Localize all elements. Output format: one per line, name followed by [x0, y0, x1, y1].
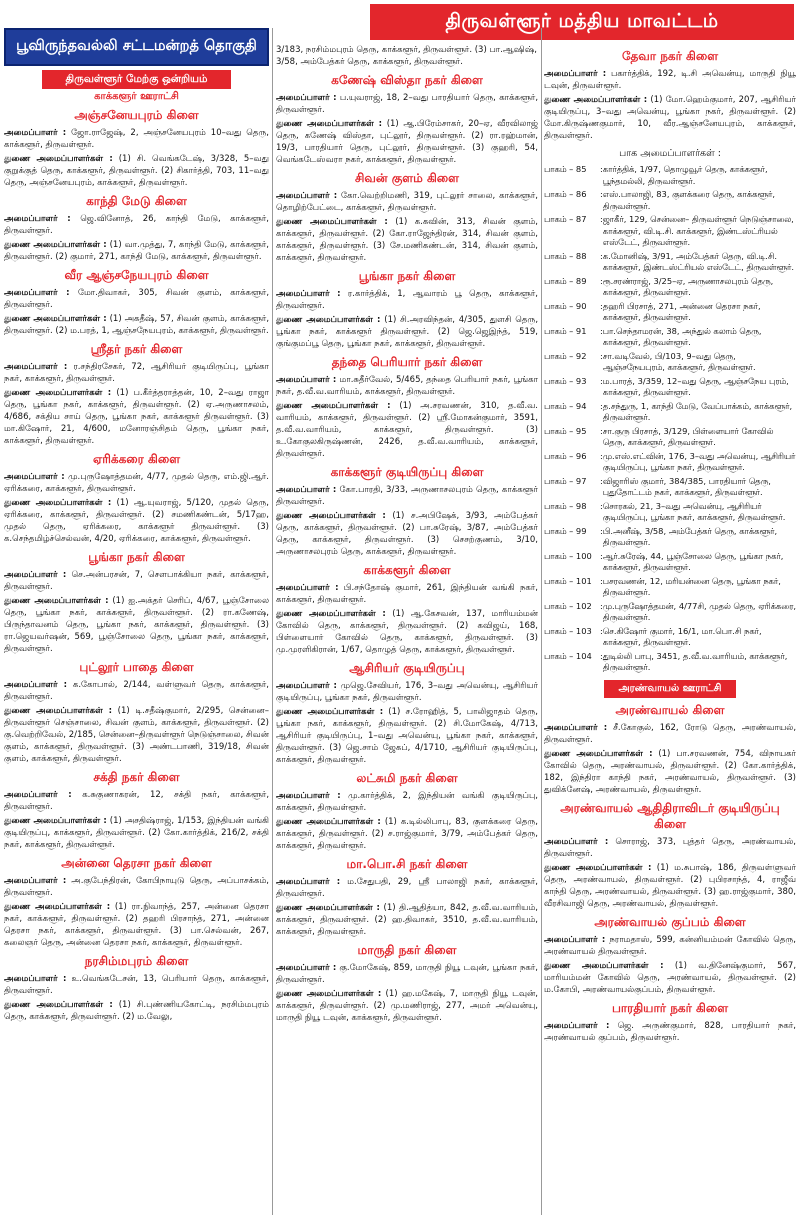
ward-organiser: சா.குரு பிரசாத், 3/129, பிள்ளையார் கோவில் தெரு, காக்களூர், திருவள்ளூர். — [602, 425, 774, 447]
deputy-organisers-line — [4, 815, 269, 851]
ward-number: பாகம் – 94 — [544, 400, 587, 411]
deputy-organisers-label: துணை அமைப்பாளர்கள் : — [276, 217, 388, 227]
organiser-line — [276, 190, 538, 214]
deputy-organisers-value: (1) ரா.நிவாந்த், 257, அன்னை தெரசா நகர், காக்களூர், திருவள்ளூர். (2) தஹரி பிரசாந்த், 271, அன்னை தெரசா நகர், காக்களூர், திருவள்ளூர். (3) பா.செல்வன், 267, கலைஞர் தெரு, அன்னை தெரசா நகர், காக்களூர், திருவள்ளூர். — [4, 902, 269, 948]
deputy-organisers-label: துணை அமைப்பாளர்கள் : — [544, 95, 648, 105]
organiser-line — [4, 679, 269, 703]
ward-number: பாகம் – 101 — [544, 575, 592, 586]
branch-title: கணேஷ் விஸ்தா நகர் கிளை — [331, 73, 483, 87]
branch-section — [4, 108, 269, 189]
ward-organiser: த.சந்துரு, 1, காந்தி மேடு, வேப்பாக்கம், காக்களூர், திருவள்ளூர். — [602, 400, 793, 422]
deputy-organisers-label: துணை அமைப்பாளர்கள் : — [276, 817, 381, 827]
organiser-line — [4, 361, 269, 385]
column-1 — [4, 28, 269, 1215]
branch-section — [276, 269, 538, 350]
deputy-organisers-line — [544, 748, 796, 796]
ward-number: பாகம் – 93 — [544, 375, 587, 386]
deputy-organisers-line — [4, 497, 269, 545]
branch-section — [544, 1001, 796, 1044]
branch-title: தேவா நகர் கிளை — [621, 49, 719, 63]
deputy-organisers-line — [4, 153, 269, 189]
organiser-value: ம.சேதுபதி, 29, ஸ்ரீ பாலாஜி நகர், காக்களூர், திருவள்ளூர். — [276, 877, 538, 899]
deputy-organisers-line — [276, 816, 538, 852]
organiser-label: அமைப்பாளர் : — [4, 362, 68, 372]
organiser-line — [4, 973, 269, 997]
deputy-organisers-value: (1) ஹ.மகேஷ், 7, மாருதி நியூ டவுன், காக்களூர், திருவள்ளூர். (2) மு.மணிராஜ், 277, அமர் அவென்யு, மாருதி நியூ டவுன், காக்களூர், திருவள்ளூர். — [276, 989, 538, 1023]
organiser-value: அ.குபேந்திரன், கோபிநாயுடு தெரு, அப்பாசக்கம், திருவள்ளூர். — [4, 876, 269, 898]
deputy-organisers-line — [276, 706, 538, 766]
ward-row — [544, 601, 796, 624]
ward-organiser: க.மோனிஷ், 3/91, அம்பேத்கர் தெரு, வி.டி.சி. காக்களூர், இண்டஸ்ட்ரியல் எஸ்டேட், திருவள்ளூர். — [602, 250, 795, 272]
ward-separator: : — [600, 400, 603, 411]
column-divider — [272, 28, 273, 1215]
ward-organiser: மு.புருஷோத்தமன், 4/77சி, முதல் தெரு, ஏரிக்கரை, திருவள்ளூர். — [602, 600, 796, 622]
deputy-organisers-value: (1) சி. வெங்கடேஷ், 3/328, 5–வது குறுக்குத் தெரு, காக்களூர், திருவள்ளூர். (2) சிகார்த்தி, 703, 11–வது தெரு, அஞ்சனேயபுரம், காக்களூர், திருவள்ளூர். — [4, 154, 269, 188]
ward-number: பாகம் – 99 — [544, 525, 587, 536]
ward-organiser: எஸ்.பாலாஜி, 83, குளக்கரை தெரு, காக்களூர், திருவள்ளூர். — [602, 189, 776, 211]
ward-number: பாகம் – 86 — [544, 189, 587, 199]
deputy-organisers-value: (1) தி.ஆதித்யா, 842, த.வீ.வ.வாரியம், காக்களூர், திருவள்ளூர். (2) ஹ.திவாகர், 3510, த.வீ.வ.வாரியம், காக்களூர், திருவள்ளூர். — [276, 903, 538, 937]
deputy-organisers-value: (1) ம.சுபாஷ், 186, திருவள்ளுவர் தெரு, அரண்வாயல், திருவள்ளூர். (2) புபிரசாந்த், 4, ராஜீவ் காந்தி தெரு, அரண்வாயல், திருவள்ளூர். (3) ஹ.ராஜ்குமார், 380, வீரசிவாஜி தெரு, அரண்வாயல், திருவள்ளூர். — [544, 862, 796, 909]
deputy-organisers-line — [4, 239, 269, 263]
branch-section — [276, 943, 538, 1024]
deputy-organisers-value: (1) வா.முத்து, 7, காந்தி மேடு, காக்களூர், திருவள்ளூர். (2) குமார், 271, காந்தி மேடு, காக்களூர், திருவள்ளூர். — [4, 240, 269, 262]
organiser-value: பகார்த்திக், 192, டி.சி அவென்யு, மாருதி நியூ டவுன், திருவள்ளூர். — [544, 69, 796, 91]
organiser-label: அமைப்பாளர் : — [544, 722, 608, 733]
organiser-label: அமைப்பாளர் : — [276, 963, 337, 973]
organiser-value: மு.கார்த்திக், 2, இந்தியன் வங்கி குடியிருப்பு, காக்களூர், திருவள்ளூர். — [276, 791, 538, 813]
organiser-label: அமைப்பாளர் : — [4, 128, 67, 138]
deputy-organisers-label: துணை அமைப்பாளர்கள் : — [276, 989, 382, 999]
deputy-organisers-line — [276, 216, 538, 264]
deputy-organisers-value: (1) ச.ரோஹித், 5, பாலிஜாதம் தெரு, பூங்கா நகர், காக்களூர், திருவள்ளூர். (2) சி.மோகேஷ், 4/713, ஆசிரியர் குடியிருப்பு, 1–வது அவென்யு, பூங்கா நகர், காக்களூர், திருவள்ளூர். (3) ஜெ.சாம் ஜேகப், 4/1710, ஆசிரியர் குடியிருப்பு, காக்களூர், திருவள்ளூர். — [276, 707, 538, 765]
branch-section — [4, 856, 269, 949]
ward-separator: : — [600, 214, 603, 224]
deputy-organisers-value: (1) க.டில்லிபாபு, 83, குளக்கரை தெரு, காக்களூர், திருவள்ளூர். (2) ச.ராஜ்குமார், 3/79, அம்பேத்கர் தெரு, காக்களூர், திருவள்ளூர். — [276, 817, 538, 851]
deputy-organisers-line — [4, 705, 269, 765]
ward-number: பாகம் – 96 — [544, 450, 587, 461]
ward-organiser: துடில்லி பாபு, 3451, த.வீ.வ.வாரியம், காக்களூர், திருவள்ளூர். — [602, 650, 788, 672]
deputy-organisers-value: (1) அசதிஷ்ராஜ், 1/153, இந்தியன் வங்கி குடியிருப்பு, காக்களூர், திருவள்ளூர். (2) கோ.கார்த்திக், 216/2, சக்தி நகர், காக்களூர், திருவள்ளூர். — [4, 816, 269, 850]
branch-section — [544, 915, 796, 996]
organiser-line — [276, 92, 538, 116]
ward-separator: : — [600, 650, 603, 661]
branch-section — [544, 49, 796, 142]
organiser-value: கோ.வெற்றிமணி, 319, புட்லூர் சாலை, காக்களூர், தொழிற்பேட்டை, காக்களூர், திருவள்ளூர். — [276, 191, 538, 213]
deputy-organisers-line — [276, 314, 538, 350]
organiser-label: அமைப்பாளர் : — [4, 472, 65, 482]
deputy-organisers-line — [4, 595, 269, 655]
organiser-line — [544, 68, 796, 92]
deputy-organisers-line — [276, 608, 538, 656]
branch-title: அன்னை தெரசா நகர் கிளை — [61, 856, 212, 870]
branch-title: தந்தை பெரியார் நகர் கிளை — [331, 355, 483, 369]
branch-list — [4, 108, 269, 1023]
deputy-organisers-value: (1) மோ.ஹெம்குமார், 207, ஆசிரியர் குடியிருப்பு, 3–வது அவென்யு, பூங்கா நகர், திருவள்ளூர். (2) மோ.கிருஷ்ணகுமார், 10, வீர.ஆஞ்சனேயபுரம், காக்களூர், திருவள்ளூர். — [544, 95, 796, 141]
organiser-value: உ.வெங்கடேசன், 13, பெரியார் தெரு, காக்களூர், திருவள்ளூர். — [4, 974, 269, 996]
branch-title: ஸ்ரீதர் நகர் கிளை — [90, 342, 183, 356]
organiser-value: ர.சந்திரசேகர், 72, ஆசிரியர் குடியிருப்பு, பூங்கா நகர், காக்களூர், திருவள்ளூர். — [4, 362, 269, 384]
organiser-label: அமைப்பாளர் : — [276, 191, 338, 201]
organiser-value: சொராஜ், 373, புத்தர் தெரு, அரண்வாயல், திருவள்ளூர். — [544, 836, 796, 859]
branch-section — [544, 703, 796, 796]
deputy-organisers-label: துணை அமைப்பாளர்கள் : — [276, 903, 380, 913]
organiser-value: ஜோ.ராஜேஷ், 2, அஞ்சனேயபுரம் 10–வது தெரு, காக்களூர், திருவள்ளூர். — [4, 128, 269, 150]
ward-separator: : — [600, 425, 603, 436]
organiser-value: ர.கார்த்திக், 1, ஆவாரம் பூ தெரு, காக்களூர், திருவள்ளூர். — [276, 289, 538, 311]
ward-row — [544, 326, 796, 349]
deputy-organisers-label: துணை அமைப்பாளர்கள் : — [4, 388, 112, 398]
column-2 — [276, 44, 538, 1215]
panchayat-title: அரண்வாயல் ஊராட்சி — [604, 680, 736, 698]
branch-section — [4, 268, 269, 337]
organiser-label: அமைப்பாளர் : — [544, 69, 607, 79]
deputy-organisers-line — [4, 999, 269, 1023]
organiser-value: நராமதாஸ், 599, கன்னியம்மன் கோவில் தெரு, அரண்வாயல் திருவள்ளூர். — [544, 934, 796, 957]
ward-row — [544, 426, 796, 449]
deputy-organisers-value: (1) க.கவின், 313, சிவன் குளம், காக்களூர், திருவள்ளூர். (2) கோ.ராஜேந்திரன், 314, சிவன் குளம், காக்களூர், திருவள்ளூர். (3) சே.மணிகண்டன், 314, சிவன் குளம், காக்களூர், திருவள்ளூர். — [276, 217, 538, 263]
deputy-organisers-value: (1) சி.புண்ணியகோட்டி, நரசிம்மபுரம் தெரு, காக்களூர், திருவள்ளூர். (2) ம.வேலு, — [4, 1000, 269, 1022]
organiser-label: அமைப்பாளர் : — [4, 288, 70, 298]
ward-number: பாகம் – 97 — [544, 475, 587, 486]
deputy-organisers-label: துணை அமைப்பாளர்கள் : — [276, 707, 384, 717]
branch-title: பாரதியார் நகர் கிளை — [611, 1000, 729, 1015]
ward-separator: : — [600, 525, 603, 536]
branch-title: ஏரிக்கரை கிளை — [92, 452, 181, 466]
organiser-line — [276, 876, 538, 900]
organiser-line — [4, 213, 269, 237]
deputy-organisers-line — [544, 960, 796, 996]
ward-separator: : — [600, 325, 603, 336]
deputy-organisers-value: (1) பா.சரவணன், 754, விநாயகர் கோவில் தெரு, அரண்வாயல், திருவள்ளூர். (2) கோ.கார்த்திக், 182, இந்திரா காந்தி நகர், அரண்வாயல், திருவள்ளூர். (3) துவிக்னேஷ், அரண்வாயல், திருவள்ளூர். — [544, 748, 796, 795]
branch-section — [4, 342, 269, 447]
branch-title: மாருதி நகர் கிளை — [357, 943, 457, 957]
organiser-label: அமைப்பாளர் : — [544, 934, 606, 945]
organiser-line — [276, 374, 538, 398]
ward-organiser: ஜாகீர், 129, சென்னை– திருவள்ளூர் நெடுஞ்சாலை, காக்களூர், வி.டி.சி. காக்களூர், இண்டஸ்ட்ரியல் எஸ்டேட், திருவள்ளூர். — [602, 214, 794, 247]
ward-row — [544, 451, 796, 474]
branch-title: புட்லூர் பாதை கிளை — [79, 660, 194, 674]
ward-number: பாகம் – 87 — [544, 214, 587, 224]
organiser-value: கு.மோகேஷ், 859, மாருதி நியூ டவுன், பூங்கா நகர், திருவள்ளூர். — [276, 963, 538, 985]
deputy-organisers-label: துணை அமைப்பாளர்கள் : — [276, 401, 391, 411]
organiser-label: அமைப்பாளர் : — [544, 836, 609, 847]
organiser-value: மா.சுதீர்வேல், 5/465, தந்தை பெரியார் நகர், பூங்கா நகர், த.வீ.வ.வாரியம், காக்களூர், திருவள்ளூர். — [276, 375, 538, 397]
branch-section — [4, 550, 269, 655]
ward-separator: : — [600, 250, 603, 261]
ward-number: பாகம் – 88 — [544, 250, 587, 261]
union-title: திருவள்ளூர் மேற்கு ஒன்றியம் — [42, 70, 231, 89]
organiser-label: அமைப்பாளர் : — [276, 791, 341, 801]
branch-title: காக்களூர் கிளை — [363, 563, 451, 577]
ward-separator: : — [600, 450, 603, 461]
ward-number: பாகம் – 92 — [544, 350, 587, 361]
panchayat-title: காக்களூர் ஊராட்சி — [94, 91, 179, 102]
branch-title: அரண்வாயல் கிளை — [615, 702, 725, 717]
branch-list — [544, 49, 796, 142]
deputy-organisers-label: துணை அமைப்பாளர்கள் : — [276, 511, 386, 521]
deputy-organisers-line — [276, 902, 538, 938]
organiser-label: அமைப்பாளர் : — [276, 877, 341, 887]
ward-organiser: தஹரி பிரசாத், 271, அன்னை தெரசா நகர், காக்களூர், திருவள்ளூர். — [602, 300, 761, 322]
organiser-value: கோ.பாரதி, 3/33, அருணாசலபுரம் தெரு, காக்களூர் திருவள்ளூர். — [276, 485, 538, 507]
deputy-organisers-line — [276, 510, 538, 558]
organiser-value: மு.புருஷோத்தமன், 4/77, முதல் தெரு, எம்.ஜி.ஆர். ஏரிக்கரை, காக்களூர், திருவள்ளூர். — [4, 472, 269, 494]
deputy-organisers-line — [544, 94, 796, 142]
organiser-line — [4, 875, 269, 899]
ward-row — [544, 251, 796, 274]
ward-row — [544, 376, 796, 399]
branch-section — [4, 660, 269, 765]
ward-organiser: மு.எஸ்.எட்வின், 176, 3–வது அவென்யு, ஆசிரியர் குடியிருப்பு, பூங்கா நகர், திருவள்ளூர். — [602, 450, 796, 472]
ward-number: பாகம் – 95 — [544, 425, 587, 436]
ward-separator: : — [600, 300, 603, 311]
organiser-line — [276, 680, 538, 704]
branch-section — [276, 857, 538, 938]
deputy-organisers-line — [4, 387, 269, 447]
deputy-organisers-value: (1) அ.சரவணன், 310, த.வீ.வ. வாரியம், காக்களூர், திருவள்ளூர். (2) ஸ்ரீ.மோகன்குமார், 3591, த.வீ.வ.வாரியம், காக்களூர், திருவள்ளூர். (3) உ.கோகுலகிருஷ்ணன், 2426, த.வீ.வ.வாரியம், காக்களூர், திருவள்ளூர். — [276, 401, 538, 459]
organiser-value: ஜெ. அருண்குமார், 828, பாரதியார் நகர், அரண்வாயல் குப்பம், திருவள்ளூர். — [544, 1020, 796, 1043]
ward-separator: : — [600, 375, 603, 386]
deputy-organisers-value: (1) ஆ.பிரேம்சாகர், 20–ஏ, வீரவிலாஜ் தெரு, கணேஷ் விஸ்தா, புட்லூர், திருவள்ளூர். (2) ரா.ரஹ்மான், 19/3, பாரதியார் தெரு, புட்லூர், திருவள்ளூர். (3) குஹரி, 54, வெங்கடேஸ்வரா நகர், காக்களூர், திருவள்ளூர். — [276, 119, 538, 165]
organiser-line — [4, 287, 269, 311]
organiser-label: அமைப்பாளர் : — [276, 93, 337, 103]
organiser-line — [276, 582, 538, 606]
ward-organiser: விஜாரிஸ் குமார், 384/385, பாரதியார் தெரு, புதுதோட்டம் நகர், காக்களூர், திருவள்ளூர். — [602, 475, 771, 497]
ward-organisers-heading: பாக அமைப்பாளர்கள் : — [619, 148, 721, 159]
organiser-value: சீ.கோகுல், 162, ரோடு தெரு, அரண்வாயல், திருவள்ளூர். — [544, 722, 796, 745]
continuation-text: 3/183, நரசிம்மபுரம் தெரு, காக்களூர், திருவள்ளூர். (3) பா.ஆஷிஷ், 3/58, அம்பேத்கர் தெரு, காக்களூர், திருவள்ளூர். — [276, 45, 538, 67]
deputy-organisers-value: (1) டி.சதீஷ்குமார், 2/295, சென்னை–திருவள்ளூர் செஞ்சாலை, சிவன் குளம், காக்களூர், திருவள்ளூர். (2) கு.வெற்றிவேல், 2/185, சென்னை–திருவள்ளூர் நெடுஞ்சாலை, சிவன் குளம், காக்களூர், திருவள்ளூர். (3) அண்டபாணி, 319/18, சிவன் குளம், காக்களூர், திருவள்ளூர். — [4, 706, 269, 764]
branch-title: வீர ஆஞ்சநேயபுரம் கிளை — [64, 268, 209, 282]
deputy-organisers-value: (1) ச.அபிஷேக், 3/93, அம்பேத்கர் தெரு, காக்களூர், திருவள்ளூர். (2) பா.சுரேஷ், 3/87, அம்பேத்கர் தெரு, காக்களூர், திருவள்ளூர். (3) செசற்குணம், 3/10, அருணாசலபுரம் தெரு, காக்களூர், திருவள்ளூர். — [276, 511, 538, 557]
district-banner: திருவள்ளூர் மத்திய மாவட்டம் — [370, 4, 794, 40]
organiser-line — [276, 790, 538, 814]
ward-organiser: பி.அனீஷ், 3/58, அம்பேத்கர் தெரு, காக்களூர், திருவள்ளூர். — [602, 525, 778, 547]
organiser-label: அமைப்பாளர் : — [276, 289, 341, 299]
organiser-label: அமைப்பாளர் : — [4, 680, 68, 690]
organiser-label: அமைப்பாளர் : — [4, 570, 67, 580]
ward-separator: : — [600, 625, 603, 636]
organiser-label: அமைப்பாளர் : — [544, 1020, 610, 1031]
ward-separator: : — [600, 350, 603, 361]
ward-list — [544, 164, 796, 674]
deputy-organisers-label: துணை அமைப்பாளர்கள் : — [544, 960, 664, 971]
organiser-label: அமைப்பாளர் : — [4, 974, 67, 984]
branch-title: சக்தி நகர் கிளை — [93, 770, 180, 784]
constituency-title: பூவிருந்தவல்லி சட்டமன்றத் தொகுதி — [4, 28, 269, 66]
ward-row — [544, 351, 796, 374]
ward-number: பாகம் – 98 — [544, 500, 587, 511]
ward-row — [544, 476, 796, 499]
branch-list — [544, 703, 796, 1044]
organiser-line — [276, 288, 538, 312]
ward-separator: : — [600, 600, 603, 611]
ward-organiser: ஆர்.சுரேஷ், 44, பூஞ்சோலை தெரு, பூங்கா நகர், காக்களூர், திருவள்ளூர். — [602, 550, 784, 572]
deputy-organisers-label: துணை அமைப்பாளர்கள் : — [276, 315, 381, 325]
branch-section — [4, 194, 269, 263]
organiser-label: அமைப்பாளர் : — [4, 214, 71, 224]
ward-organiser: சொரகல், 21, 3–வது அவென்யு, ஆசிரியர் குடியிருப்பு, பூங்கா நகர், காக்களூர், திருவள்ளூர். — [602, 500, 786, 522]
ward-separator: : — [600, 164, 603, 174]
organiser-value: ஜெ.வினோத், 26, காந்தி மேடு, காக்களூர், திருவள்ளூர். — [4, 214, 269, 236]
ward-number: பாகம் – 104 — [544, 650, 592, 661]
deputy-organisers-line — [4, 313, 269, 337]
ward-number: பாகம் – 89 — [544, 275, 587, 286]
organiser-value: க.கோபால், 2/144, வள்ளுவர் தெரு, காக்களூர், திருவள்ளூர். — [4, 680, 269, 702]
branch-title: சிவன் குளம் கிளை — [355, 171, 459, 185]
ward-organiser: கார்த்திக், 1/97, தொழுவூர் தெரு, காக்களூர், பூந்தமல்லி, திருவள்ளூர். — [602, 164, 768, 186]
ward-row — [544, 276, 796, 299]
deputy-organisers-line — [544, 862, 796, 910]
ward-row — [544, 551, 796, 574]
ward-row — [544, 501, 796, 524]
deputy-organisers-value: (1) சி.அரவிந்தன், 4/305, துளசி தெரு, பூங்கா நகர், காக்களூர் திருவள்ளூர். (2) ஜெ.ஜெஇந்த், 519, குங்குமப்பூ தெரு, பூங்கா நகர், காக்களூர், திருவள்ளூர். — [276, 315, 538, 349]
ward-number: பாகம் – 85 — [544, 164, 587, 174]
ward-row — [544, 651, 796, 674]
ward-row — [544, 401, 796, 424]
deputy-organisers-label: துணை அமைப்பாளர்கள் : — [276, 609, 386, 619]
branch-section — [276, 73, 538, 166]
organiser-label: அமைப்பாளர் : — [276, 375, 337, 385]
deputy-organisers-line — [276, 988, 538, 1024]
branch-title: நரசிம்மபுரம் கிளை — [84, 954, 189, 968]
deputy-organisers-value: (1) ப.கீர்த்தராத்தன், 10, 2–வது ராஜா தெரு, பூங்கா நகர், காக்களூர், திருவள்ளூர். (2) ஏ.அருணாசலம், 4/686, சக்திய சாய் தெரு, பூங்கா நகர், காக்களூர் திருவள்ளூர். (3) மா.கிஷோர், 21, 4/600, மனோரஞ்சிதம் தெரு, பூங்கா நகர், காக்களூர், திருவள்ளூர். — [4, 388, 269, 446]
deputy-organisers-value: (1) ஆ.யுவராஜ், 5/120, முதல் தெரு, ஏரிக்கரை, காக்களூர், திருவள்ளூர். (2) சமணிகண்டன், 5/17ஹ, முதல் தெரு, ஏரிக்கரை, காக்களூர் திருவள்ளூர். (3) க.செந்தமிழ்ச்செல்வன், 4/20, ஏரிக்கரை, காக்களூர், திருவள்ளூர். — [4, 498, 269, 544]
ward-row — [544, 164, 796, 187]
organiser-line — [4, 127, 269, 151]
organiser-line — [276, 962, 538, 986]
deputy-organisers-label: துணை அமைப்பாளர்கள் : — [4, 314, 107, 324]
organiser-label: அமைப்பாளர் : — [276, 485, 337, 495]
deputy-organisers-label: துணை அமைப்பாளர்கள் : — [4, 902, 111, 912]
ward-number: பாகம் – 91 — [544, 325, 587, 336]
deputy-organisers-line — [4, 901, 269, 949]
organiser-line — [4, 471, 269, 495]
branch-section — [276, 465, 538, 558]
branch-title: அரண்வாயல் ஆதிதிராவிடர் குடியிருப்பு கிளை — [560, 800, 780, 831]
deputy-organisers-label: துணை அமைப்பாளர்கள் : — [4, 240, 107, 250]
branch-section — [276, 355, 538, 460]
ward-organiser: செ.கிஷோர் குமார், 16/1, மா.பொ.சி நகர், காக்களூர், திருவள்ளூர். — [602, 625, 762, 647]
column-3 — [544, 44, 796, 1215]
branch-title: மா.பொ.சி நகர் கிளை — [346, 857, 468, 871]
deputy-organisers-label: துணை அமைப்பாளர்கள் : — [4, 706, 113, 716]
branch-section — [4, 452, 269, 545]
branch-list — [276, 73, 538, 1024]
deputy-organisers-value: (1) வ.தினேஷ்குமார், 567, மாரியம்மன் கோவில் தெரு, அரண்வாயல், திருவள்ளூர். (2) ம.கோபி, அரண்வாயல்குப்பம், திருவள்ளூர். — [544, 960, 796, 995]
organiser-line — [276, 484, 538, 508]
deputy-organisers-label: துணை அமைப்பாளர்கள் : — [544, 862, 652, 873]
ward-number: பாகம் – 90 — [544, 300, 587, 311]
deputy-organisers-label: துணை அமைப்பாளர்கள் : — [4, 1000, 113, 1010]
ward-row — [544, 189, 796, 212]
organiser-line — [544, 836, 796, 860]
ward-number: பாகம் – 100 — [544, 550, 592, 561]
deputy-organisers-label: துணை அமைப்பாளர்கள் : — [4, 498, 112, 508]
organiser-value: பி.சந்தோஷ் குமார், 261, இந்தியன் வங்கி நகர், காக்களூர், திருவள்ளூர். — [276, 583, 538, 605]
ward-separator: : — [600, 550, 603, 561]
organiser-label: அமைப்பாளர் : — [4, 876, 67, 886]
branch-title: அரண்வாயல் குப்பம் கிளை — [594, 914, 746, 929]
ward-row — [544, 301, 796, 324]
ward-organiser: சா.வடிவேல், பி/103, 9–வது தெரு, ஆஞ்சநேயபுரம், காக்களூர், திருவள்ளூர். — [602, 350, 756, 372]
deputy-organisers-label: துணை அமைப்பாளர்கள் : — [4, 596, 109, 606]
ward-row — [544, 214, 796, 249]
deputy-organisers-label: துணை அமைப்பாளர்கள் : — [544, 748, 653, 759]
organiser-value: க.சுகுணாகரன், 12, சக்தி நகர், காக்களூர், திருவள்ளூர். — [4, 790, 269, 812]
ward-separator: : — [600, 275, 603, 286]
ward-organiser: பசரவணன், 12, மரியன்னை தெரு, பூங்கா நகர், திருவள்ளூர். — [602, 575, 781, 597]
ward-number: பாகம் – 103 — [544, 625, 592, 636]
branch-section — [276, 563, 538, 656]
branch-section — [4, 954, 269, 1023]
column-divider — [541, 28, 542, 1215]
ward-separator: : — [600, 500, 603, 511]
organiser-value: முஜெ.சேவியர், 176, 3–வது அவென்யு, ஆசிரியர் குடியிருப்பு, பூங்கா நகர், திருவள்ளூர். — [276, 681, 538, 703]
ward-row — [544, 626, 796, 649]
organiser-value: மோ.திவாகர், 305, சிவன் குளம், காக்களூர், திருவள்ளூர். — [4, 288, 269, 310]
deputy-organisers-value: (1) ஆ.கேசவன், 137, மாரியம்மன் கோவில் தெரு, காக்களூர், திருவள்ளூர். (2) கவிஜய், 168, பிள்ளையார் கோவில் தெரு, காக்களூர், திருவள்ளூர். (3) மு.முரளிகிரான், 1/67, தொழுத் தெரு, காக்களூர், திருவள்ளூர். — [276, 609, 538, 655]
branch-title: அஞ்சனேயபுரம் கிளை — [74, 108, 199, 122]
organiser-label: அமைப்பாளர் : — [276, 583, 339, 593]
organiser-line — [4, 569, 269, 593]
ward-organiser: ம.பாரத், 3/359, 12–வது தெரு, ஆஞ்சநேய புரம், காக்களூர், திருவள்ளூர். — [602, 375, 789, 397]
ward-row — [544, 526, 796, 549]
deputy-organisers-value: (1) ஐ.அக்தர் செரிப், 4/67, பூஞ்சோலை தெரு, பூங்கா நகர், காக்களூர், திருவள்ளூர். (2) ரா.கணேஷ், பிருந்தாவனம் தெரு, பூங்கா நகர், காக்களூர், திருவள்ளூர். (3) ரா.ஜெயவர்ஷன், 569, பூஞ்சோலை தெரு, பூங்கா நகர், காக்களூர், திருவள்ளூர். — [4, 596, 269, 654]
ward-row — [544, 576, 796, 599]
deputy-organisers-line — [276, 118, 538, 166]
ward-organiser: ரூ.சரண்ராஜ், 3/25–ஏ, அருணாசலபுரம் தெரு, காக்களூர், திருவள்ளூர். — [602, 275, 774, 297]
organiser-line — [544, 934, 796, 958]
deputy-organisers-label: துணை அமைப்பாளர்கள் : — [4, 154, 113, 164]
organiser-line — [4, 789, 269, 813]
branch-title: காக்களூர் குடியிருப்பு கிளை — [330, 465, 484, 479]
ward-separator: : — [600, 475, 603, 486]
branch-title: பூங்கா நகர் கிளை — [358, 269, 456, 283]
branch-title: லட்சுமி நகர் கிளை — [356, 771, 458, 785]
branch-section — [4, 770, 269, 851]
organiser-label: அமைப்பாளர் : — [4, 790, 72, 800]
branch-title: ஆசிரியர் குடியிருப்பு — [349, 661, 465, 675]
branch-title: பூங்கா நகர் கிளை — [88, 550, 185, 564]
organiser-line — [544, 722, 796, 746]
branch-section — [544, 801, 796, 910]
branch-title: காந்தி மேடு கிளை — [86, 194, 187, 208]
branch-section — [276, 771, 538, 852]
organiser-value: ப.யுவராஜ், 18, 2–வது பாரதியார் தெரு, காக்களூர், திருவள்ளூர். — [276, 93, 538, 115]
organiser-value: செ.அன்பரசன், 7, செளபாக்கியா நகர், காக்களூர், திருவள்ளூர். — [4, 570, 269, 592]
deputy-organisers-label: துணை அமைப்பாளர்கள் : — [4, 816, 107, 826]
organiser-label: அமைப்பாளர் : — [276, 681, 337, 691]
branch-section — [276, 171, 538, 264]
deputy-organisers-value: (1) அகதீஷ், 57, சிவன் குளம், காக்களூர், திருவள்ளூர். (2) ம.பரத், 1, ஆஞ்சநேயபுரம், காக்களூர், திருவள்ளூர். — [4, 314, 269, 336]
deputy-organisers-line — [276, 400, 538, 460]
ward-number: பாகம் – 102 — [544, 600, 592, 611]
organiser-line — [544, 1020, 796, 1044]
ward-separator: : — [600, 189, 603, 199]
deputy-organisers-label: துணை அமைப்பாளர்கள் : — [276, 119, 383, 129]
ward-organiser: பா.செந்தாமரன், 38, அந்துல் கலாம் தெரு, காக்களூர், திருவள்ளூர். — [602, 325, 762, 347]
ward-separator: : — [600, 575, 603, 586]
branch-section — [276, 661, 538, 766]
